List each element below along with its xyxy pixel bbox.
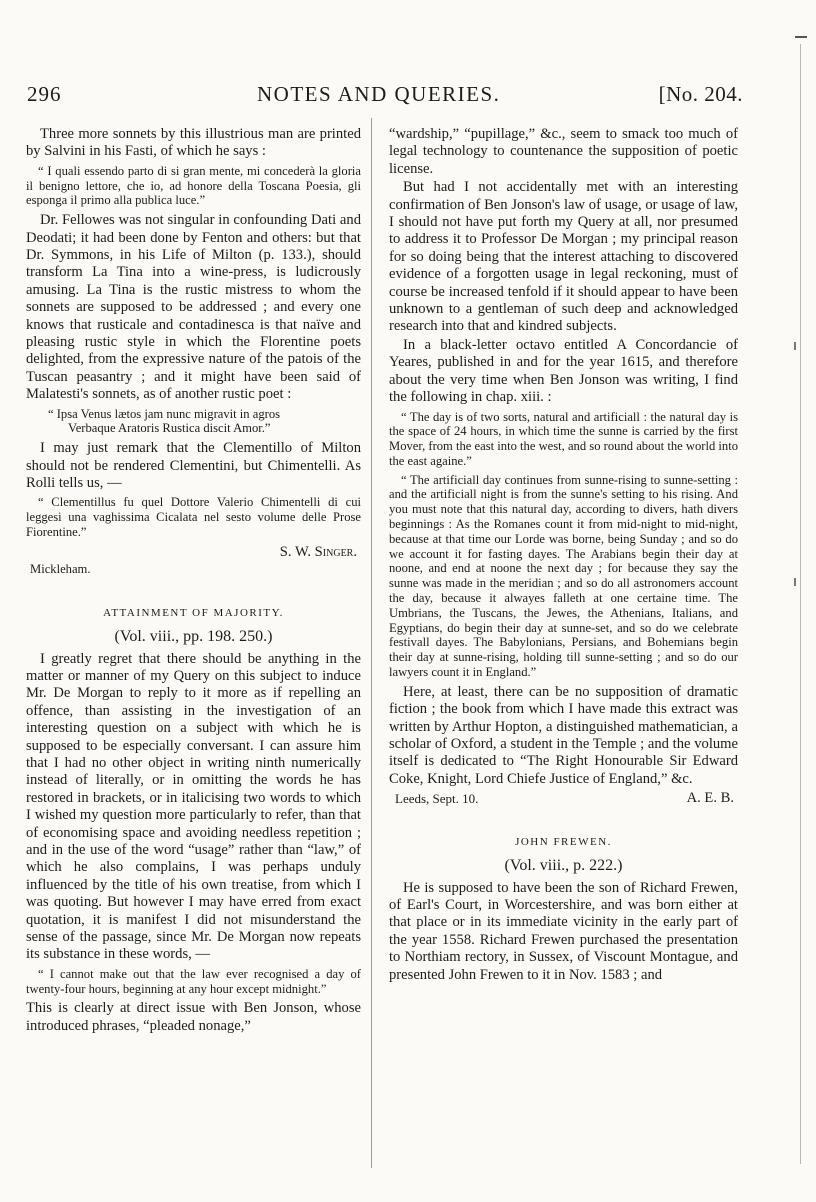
de-morgan-quotation: “ I cannot make out that the law ever recognised a day of twenty-four hours, beginning at any hour except midnight.” <box>26 966 361 996</box>
page-edge-line <box>800 44 801 1164</box>
margin-tick <box>794 578 796 586</box>
section-heading: ATTAINMENT OF MAJORITY. <box>103 606 284 619</box>
margin-tick <box>794 342 796 350</box>
rolli-quotation: “ Clementillus fu quel Dottore Valerio Chimentelli di cui leggesi una vaghissima Cicalata nel sesto volume delle Prose Fiorentine.” <box>26 495 361 540</box>
paragraph: I greatly regret that there should be anything in the matter or manner of my Query on this subject to induce Mr. De Morgan to reply to it more as if repelling an offence, than assisting in the investigation of an interesting question on a subject with which he is supposed to be especially conversant. I can assure him that I had no other object in writing ninth numerically instead of literally, or in omitting the words he has restored in brackets, or in italicising two words to which I wished my question more particularly to refer, than that of economising space and avoiding needless repetition ; and in the use of the word “usage” rather than “law,” of which he also complains, I was perhaps unduly influenced by the title of his own treatise, from which I was quoting. But however I may have erred from exact quotation, it is manifest I did not misunderstand the sense of the passage, since Mr. De Morgan now repeats its substance in these words, — <box>26 650 361 963</box>
paragraph: This is clearly at direct issue with Ben Jonson, whose introduced phrases, “pleaded nonage,” <box>26 1000 361 1034</box>
paragraph: I may just remark that the Clementillo of Milton should not be rendered Clementini, but Chimentelli. As Rolli tells us, — <box>26 440 361 492</box>
author-signature: S. W. Singer. <box>279 543 357 560</box>
paragraph: In a black-letter octavo entitled A Concordancie of Yeares, published in and for the year 1615, and therefore about the very time when Ben Jonson was writing, I find the following in chap. xiii. : <box>389 336 738 406</box>
verse-line: Verbaque Aratoris Rustica discit Amor.” <box>68 421 271 436</box>
journal-title: NOTES AND QUERIES. <box>257 82 501 106</box>
margin-mark <box>795 36 807 38</box>
left-column <box>26 126 361 1035</box>
paragraph: He is supposed to have been the son of Richard Frewen, of Earl's Court, in Worcestershire, and was born either at that place or in its immediate vicinity in the early part of the year 1558. Richard Frewen purchased the presentation to Northiam rectory, in Sussex, of Viscount Montague, and presented John Frewen to it in Nov. 1583 ; and <box>389 879 738 983</box>
paragraph: Three more sonnets by this illustrious man are printed by Salvini in his Fasti, of which he says : <box>26 126 361 160</box>
signature-date: Leeds, Sept. 10. <box>395 791 479 807</box>
running-header <box>27 82 743 112</box>
right-column <box>389 126 738 984</box>
signature-line <box>395 790 734 807</box>
concordancie-quotation: “ The artificiall day continues from sunne-rising to sunne-setting : and the artificiall night is from the sunne's setting to his rising. And you must note that this natural day, according to divers, hath divers beginnings : As the Romanes count it from mid-night to mid-night, because at that time our Lorde was borne, being Sunday ; and so do we account it for fasting dayes. The Arabians begin their day at noone, and end at noone the next day ; for because they say the sunne was made in the meridian ; and so do all astronomers account the day, because it alwayes falleth at one certaine time. The Umbrians, the Tuscans, the Jewes, the Athenians, Italians, and Egyptians, do begin their day at sunne-set, and so do we celebrate festivall dayes. The Babylonians, Persians, and Bohemians begin their day at sunne-rising, holding till sunne-setting ; and so do our lawyers count it in England.” <box>389 472 738 680</box>
section-reference: (Vol. viii., p. 222.) <box>504 857 623 875</box>
signature-place: Mickleham. <box>30 562 91 577</box>
latin-verse <box>26 407 361 437</box>
italian-quotation: “ I quali essendo parto di si gran mente, mi concederà la gloria il benigno lettore, che io, ad honore della Toscana Poesia, gli esponga il primo alla publica luce.” <box>26 163 361 208</box>
page-number: 296 <box>27 82 62 106</box>
paragraph: But had I not accidentally met with an interesting confirmation of Ben Jonson's law of usage, or usage of law, I should not have put forth my Query at all, nor presumed to address it to Professor De Morgan ; my principal reason for so doing being that the interest attaching to discovered evidence of a forgotten usage in legal reckoning, must of course be increased tenfold if it should appear to have been unknown to a gentleman of such deep and acknowledged research into that and kindred subjects. <box>389 179 738 335</box>
verse-line: “ Ipsa Venus lætos jam nunc migravit in agros <box>48 406 281 421</box>
paragraph: “wardship,” “pupillage,” &c., seem to smack too much of legal technology to countenance the supposition of poetic license. <box>389 126 738 177</box>
section-reference: (Vol. viii., pp. 198. 250.) <box>114 628 273 646</box>
paragraph: Here, at least, there can be no supposition of dramatic fiction ; the book from which I have made this extract was written by Arthur Hopton, a distinguished mathematician, a scholar of Oxford, a student in the Temple ; and the volume itself is dedicated to “The Right Honourable Sir Edward Coke, Knight, Lord Chiefe Justice of England,” &c. <box>389 683 738 787</box>
issue-number: [No. 204. <box>658 82 743 106</box>
concordancie-quotation: “ The day is of two sorts, natural and artificiall : the natural day is the space of 24 hours, in which time the sunne is carried by the first Mover, from the east into the west, and so round about the world into the east againe.” <box>389 409 738 468</box>
paragraph: Dr. Fellowes was not singular in confounding Dati and Deodati; it had been done by Fenton and others: but that Dr. Symmons, in his Life of Milton (p. 133.), should transform La Tina into a wine-press, is ludicrously amusing. La Tina is the rustic mistress to whom the sonnets are supposed to be addressed ; and every one knows that rusticale and contadinesca is that naïve and pleasing rustic style in which the Florentine poets delighted, from the expressive nature of the patois of the Tuscan peasantry ; and it might have been said of Malatesti's sonnets, as of another rustic poet : <box>26 212 361 403</box>
column-divider <box>371 118 372 1168</box>
section-heading: JOHN FREWEN. <box>515 835 612 848</box>
author-signature: A. E. B. <box>686 790 734 807</box>
